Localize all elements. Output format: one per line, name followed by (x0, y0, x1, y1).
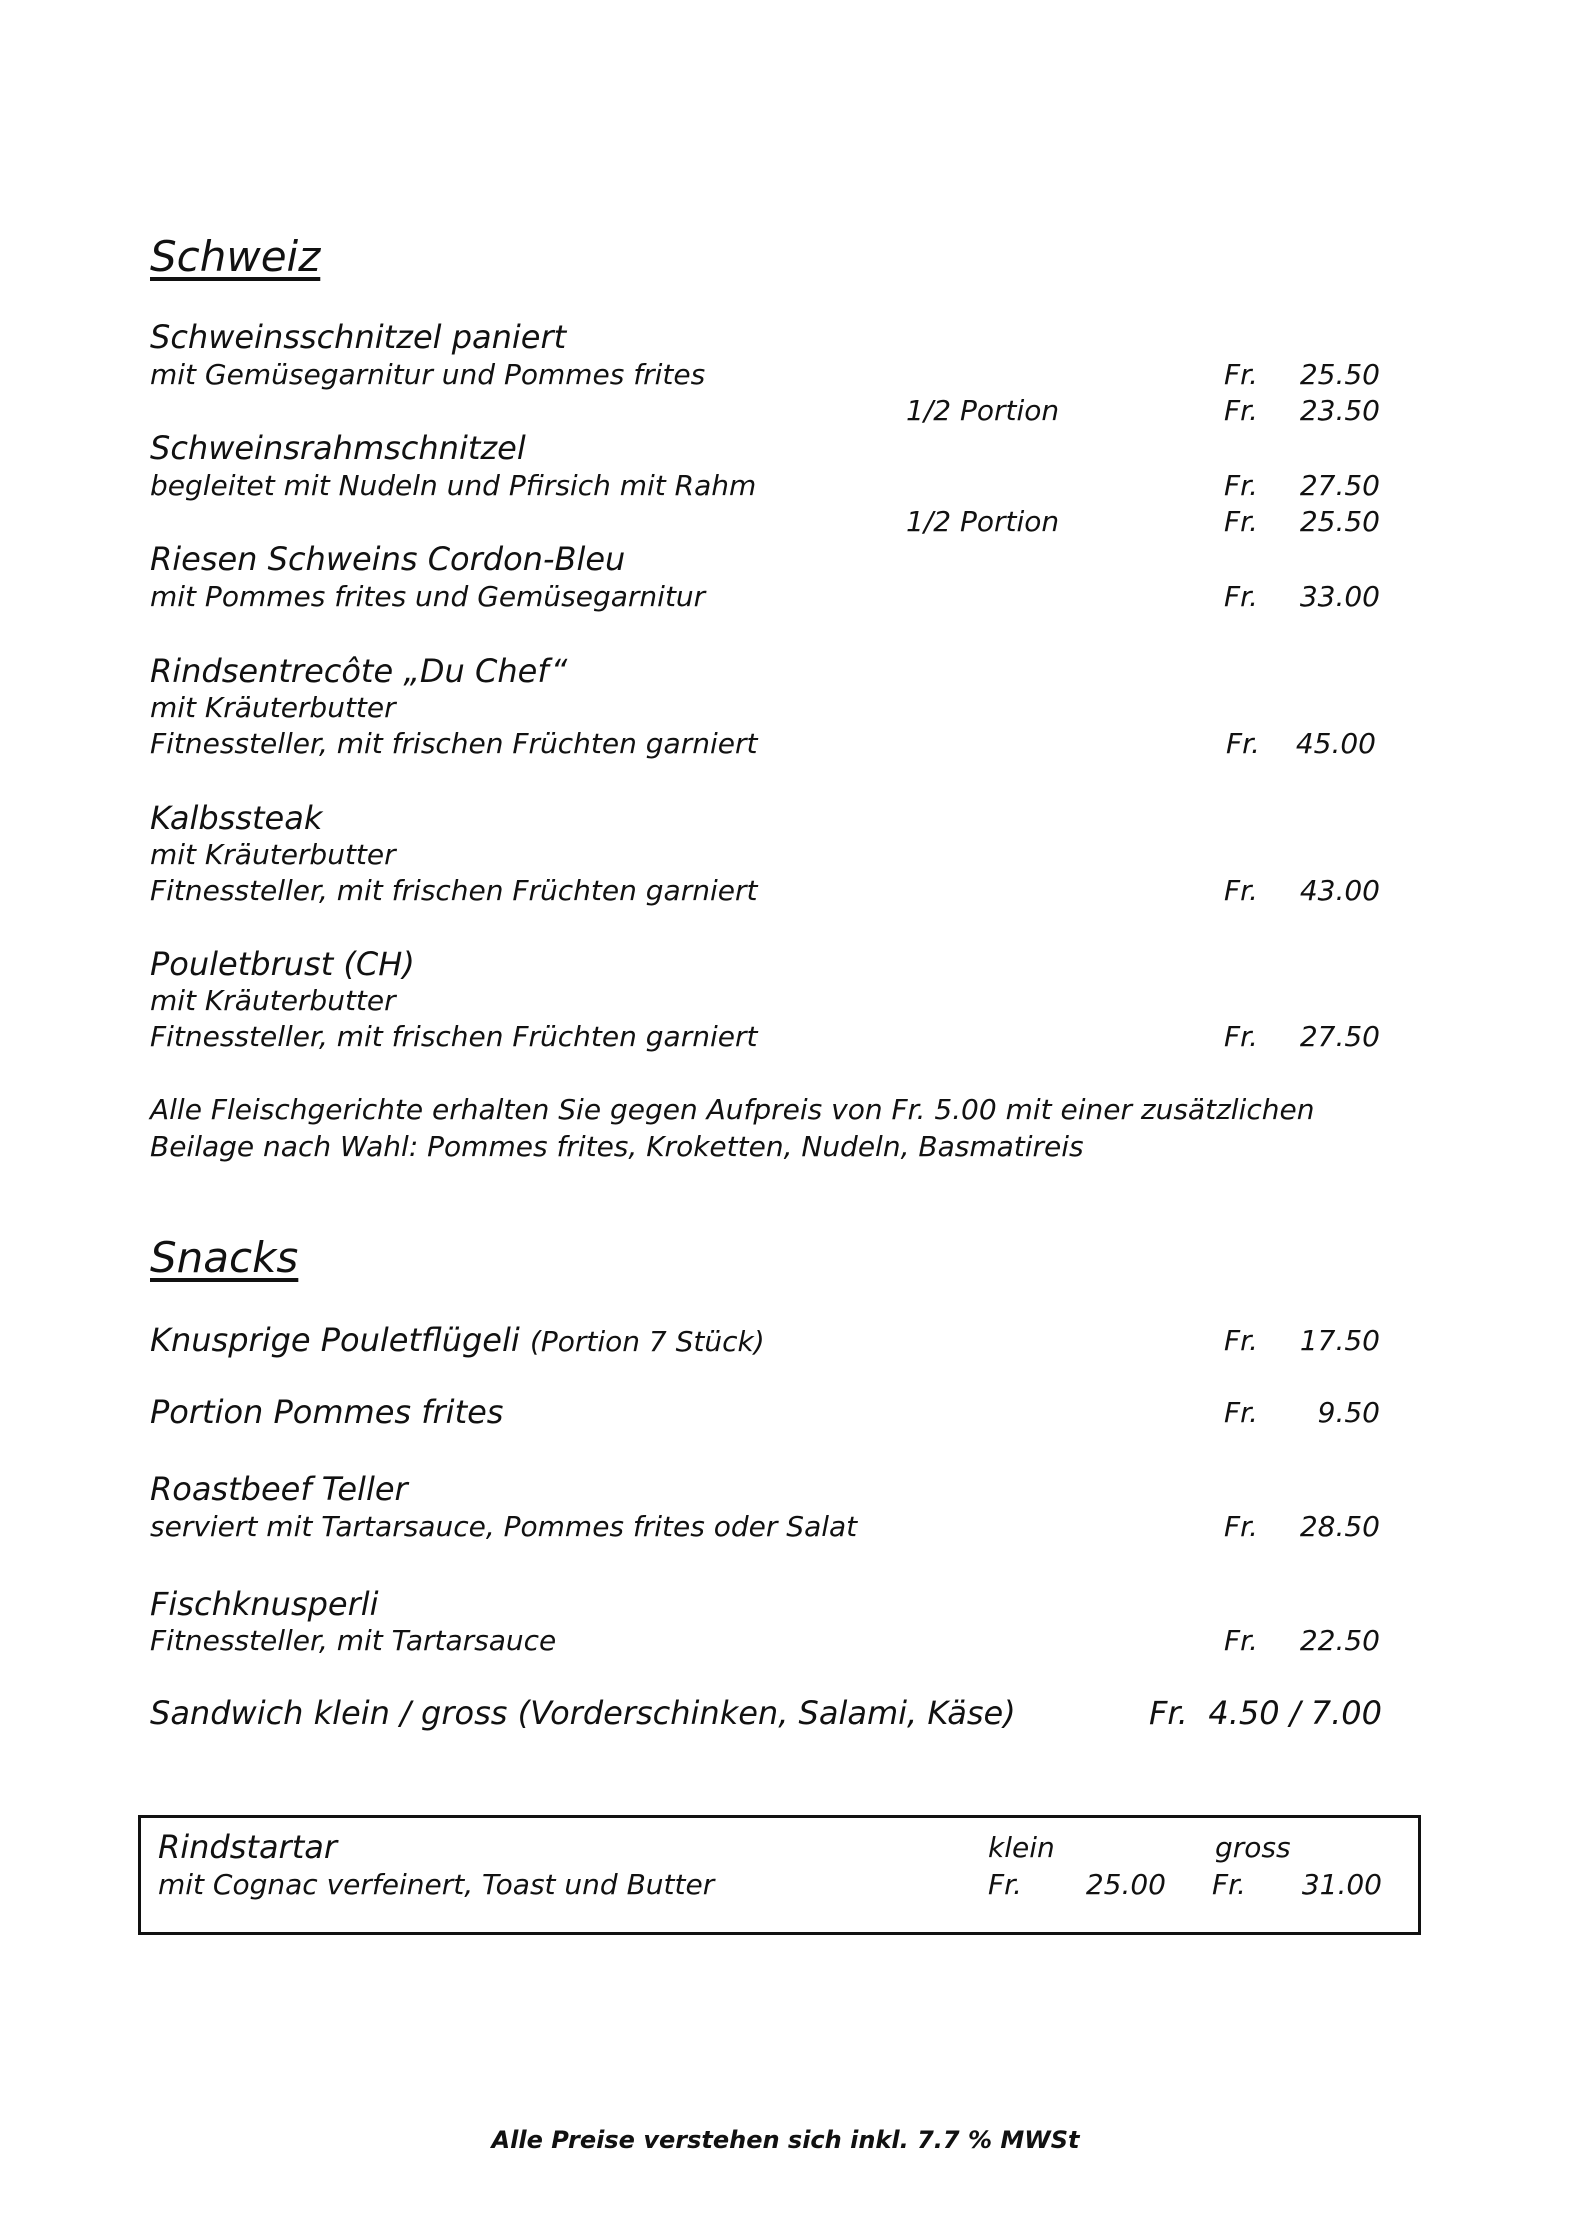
price: 27.50 (1299, 1020, 1380, 1053)
price: 22.50 (1299, 1624, 1380, 1657)
rindstartar-name: Rindstartar (158, 1828, 338, 1866)
price: 33.00 (1299, 580, 1380, 613)
currency: Fr. (1224, 874, 1258, 907)
dish-description: mit Gemüsegarnitur und Pommes frites (150, 358, 706, 391)
dish-description-secondary: Fitnessteller, mit frischen Früchten garniert (150, 727, 758, 760)
snack-name-suffix: (Portion 7 Stück) (529, 1325, 765, 1358)
dish-name: Schweinsrahmschnitzel (150, 429, 526, 467)
dish-name: Riesen Schweins Cordon-Bleu (150, 540, 626, 578)
price: 45.00 (1295, 727, 1376, 760)
large-portion-price: 31.00 (1301, 1868, 1382, 1901)
currency: Fr. (988, 1868, 1022, 1901)
currency: Fr. (1224, 580, 1258, 613)
currency: Fr. (1226, 727, 1260, 760)
snack-name (150, 1321, 765, 1359)
dish-description: begleitet mit Nudeln und Pfirsich mit Rahm (150, 469, 757, 502)
snack-name: Roastbeef Teller (150, 1470, 408, 1508)
currency: Fr. (1224, 505, 1258, 538)
section-heading-snacks: Snacks (150, 1233, 299, 1282)
snack-name: Sandwich klein / gross (Vorderschinken, Salami, Käse) (150, 1694, 1016, 1732)
currency: Fr. (1224, 1020, 1258, 1053)
small-portion-price: 25.00 (1085, 1868, 1166, 1901)
price: 27.50 (1299, 469, 1380, 502)
currency: Fr. (1224, 469, 1258, 502)
snack-name-main: Knusprige Pouletflügeli (150, 1321, 520, 1359)
snack-description: Fitnessteller, mit Tartarsauce (150, 1624, 557, 1657)
currency: Fr. (1224, 1324, 1258, 1357)
price: 4.50 / 7.00 (1208, 1694, 1382, 1732)
currency: Fr. (1224, 1396, 1258, 1429)
half-portion-price: 25.50 (1299, 505, 1380, 538)
dish-name: Kalbssteak (150, 799, 323, 837)
section-heading-schweiz: Schweiz (150, 232, 321, 281)
dish-description: mit Kräuterbutter (150, 691, 396, 724)
large-portion-label: gross (1215, 1831, 1291, 1864)
side-dish-note: Beilage nach Wahl: Pommes frites, Kroketten, Nudeln, Basmatireis (150, 1130, 1084, 1163)
dish-description: mit Kräuterbutter (150, 838, 396, 871)
currency: Fr. (1224, 1624, 1258, 1657)
currency: Fr. (1224, 394, 1258, 427)
price: 17.50 (1299, 1324, 1380, 1357)
rindstartar-description: mit Cognac verfeinert, Toast und Butter (158, 1868, 715, 1901)
vat-footer: Alle Preise verstehen sich inkl. 7.7 % MWSt (491, 2126, 1080, 2154)
half-portion-label: 1/2 Portion (906, 505, 1060, 538)
side-dish-note: Alle Fleischgerichte erhalten Sie gegen Aufpreis von Fr. 5.00 mit einer zusätzlichen (150, 1093, 1315, 1126)
dish-name: Pouletbrust (CH) (150, 945, 415, 983)
dish-description: mit Kräuterbutter (150, 984, 396, 1017)
price: 25.50 (1299, 358, 1380, 391)
dish-description-secondary: Fitnessteller, mit frischen Früchten garniert (150, 1020, 758, 1053)
dish-description-secondary: Fitnessteller, mit frischen Früchten garniert (150, 874, 758, 907)
snack-name: Fischknusperli (150, 1585, 379, 1623)
small-portion-label: klein (988, 1831, 1055, 1864)
currency: Fr. (1224, 1510, 1258, 1543)
half-portion-label: 1/2 Portion (906, 394, 1060, 427)
currency: Fr. (1212, 1868, 1246, 1901)
half-portion-price: 23.50 (1299, 394, 1380, 427)
snack-name: Portion Pommes frites (150, 1393, 504, 1431)
dish-description: mit Pommes frites und Gemüsegarnitur (150, 580, 706, 613)
price: 28.50 (1299, 1510, 1380, 1543)
currency: Fr. (1149, 1694, 1188, 1732)
dish-name: Schweinsschnitzel paniert (150, 318, 567, 356)
snack-description: serviert mit Tartarsauce, Pommes frites oder Salat (150, 1510, 858, 1543)
price: 9.50 (1317, 1396, 1380, 1429)
dish-name: Rindsentrecôte „Du Chef“ (150, 652, 568, 690)
currency: Fr. (1224, 358, 1258, 391)
price: 43.00 (1299, 874, 1380, 907)
